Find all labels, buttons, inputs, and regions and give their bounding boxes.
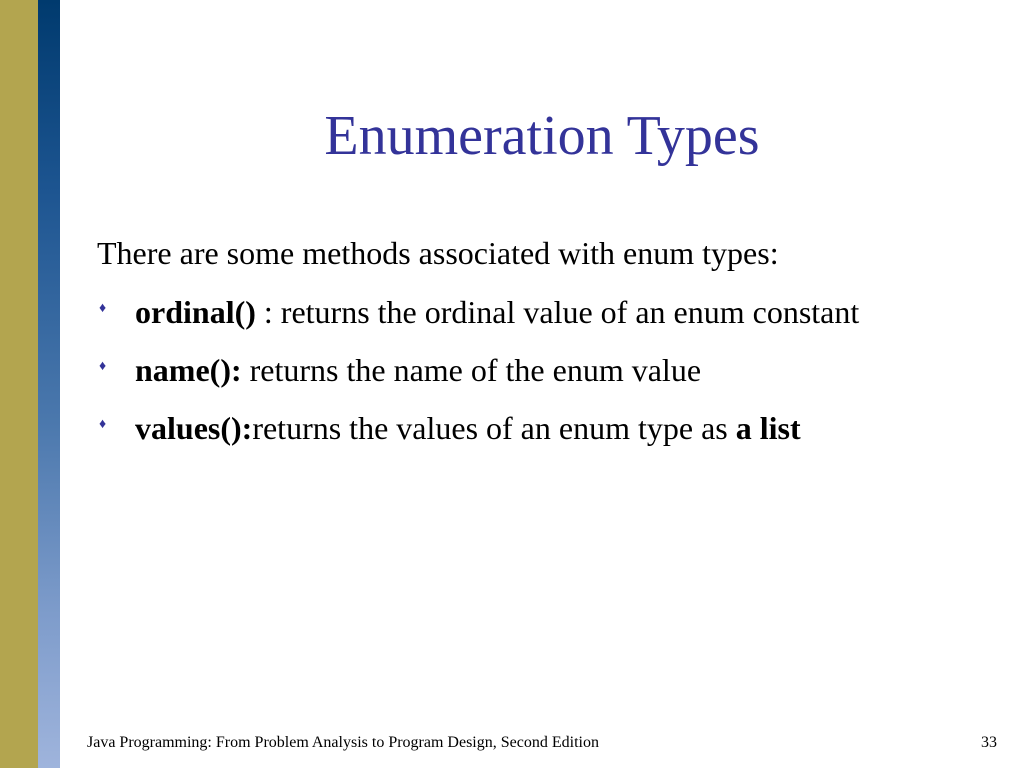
bullet-emphasis: a list bbox=[735, 410, 801, 446]
diamond-bullet-icon: ♦ bbox=[99, 301, 107, 316]
diamond-bullet-icon: ♦ bbox=[99, 359, 107, 374]
footer-text: Java Programming: From Problem Analysis to Program Design, Second Edition bbox=[87, 734, 599, 751]
bullet-text: returns the name of the enum value bbox=[241, 352, 702, 388]
bullet-item-values bbox=[97, 406, 977, 451]
bullet-item-ordinal bbox=[97, 290, 977, 335]
bullet-term: ordinal() bbox=[135, 294, 256, 330]
bullet-term: name(): bbox=[135, 352, 242, 388]
slide-title: Enumeration Types bbox=[324, 105, 760, 167]
bullet-item-name bbox=[97, 348, 977, 393]
diamond-bullet-icon: ♦ bbox=[99, 417, 107, 432]
side-stripe-olive bbox=[0, 0, 38, 768]
side-stripe-blue bbox=[38, 0, 60, 768]
page-number: 33 bbox=[981, 734, 997, 751]
bullet-list bbox=[97, 290, 977, 464]
bullet-term: values(): bbox=[135, 410, 253, 446]
intro-line: There are some methods associated with enum types: bbox=[97, 235, 779, 271]
bullet-text: returns the values of an enum type as bbox=[252, 410, 736, 446]
bullet-text: : returns the ordinal value of an enum constant bbox=[255, 294, 860, 330]
